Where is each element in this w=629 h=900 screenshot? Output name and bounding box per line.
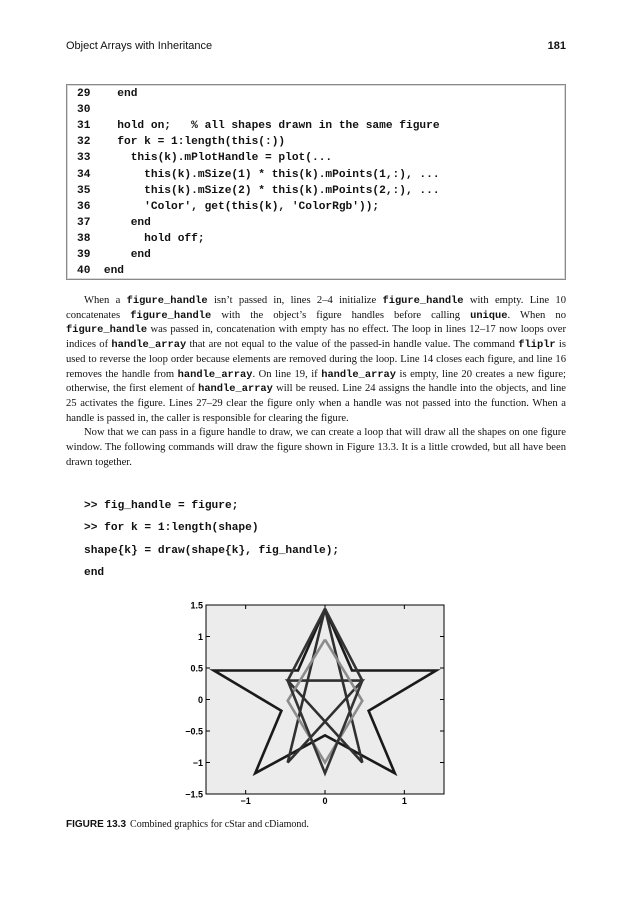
inline-code: fliplr xyxy=(518,339,556,352)
body-text xyxy=(66,294,566,470)
line-number: 33 xyxy=(77,152,91,165)
chapter-title: Object Arrays with Inheritance xyxy=(66,40,213,52)
command-line: >> fig_handle = figure; xyxy=(84,500,239,512)
text-run: . On line 19, if xyxy=(252,368,322,380)
plot-area xyxy=(206,605,444,794)
line-number: 38 xyxy=(77,232,91,245)
caption-label: FIGURE 13.3 xyxy=(66,819,127,830)
code-text: end xyxy=(90,265,125,278)
text-run: isn’t passed in, lines 2–4 initialize xyxy=(207,295,383,306)
text-run: is used to reverse the loop order because elements are removed during the loop. Line 14 closes each figure, and line 16 removes the handle from xyxy=(66,339,567,380)
figure-chart xyxy=(168,597,468,807)
code-line xyxy=(77,88,137,104)
line-number: 40 xyxy=(77,265,91,278)
inline-code: handle_array xyxy=(177,368,253,381)
line-number: 37 xyxy=(77,216,91,229)
code-text: hold off; xyxy=(90,232,205,245)
x-tick-label: 0 xyxy=(322,796,328,806)
code-text: 'Color', get(this(k), 'ColorRgb')); xyxy=(90,200,380,213)
line-number: 35 xyxy=(77,184,91,197)
code-text: this(k).mSize(1) * this(k).mPoints(1,:), ... xyxy=(90,168,440,181)
line-number: 39 xyxy=(77,249,91,261)
code-text: end xyxy=(90,249,151,261)
inline-code: figure_handle xyxy=(130,309,212,322)
line-number: 34 xyxy=(77,168,91,181)
inline-code: handle_array xyxy=(198,383,273,396)
y-tick-label: 0.5 xyxy=(190,663,203,674)
inline-code: figure_handle xyxy=(66,324,148,337)
line-number: 29 xyxy=(77,88,91,100)
code-line xyxy=(77,233,205,249)
inline-code: unique xyxy=(470,309,508,322)
code-line xyxy=(77,249,151,265)
y-tick-label: −1.5 xyxy=(185,789,203,800)
text-run: When a xyxy=(84,295,127,306)
y-tick-label: −0.5 xyxy=(185,726,203,737)
code-listing xyxy=(66,84,566,280)
text-run: is empty, line 20 creates a new figure; otherwise, the first element of xyxy=(66,368,567,395)
code-line xyxy=(77,265,124,281)
text-run: . When no xyxy=(507,309,566,321)
code-line xyxy=(77,217,151,233)
text-run: was passed in, concatenation with empty has no effect. The loop in lines 12–17 now loops over indices of xyxy=(66,324,566,351)
figure-caption xyxy=(66,819,309,830)
text-run: Now that we can pass in a figure handle to draw, we can create a loop that will draw all the shapes on one figure window. The following commands will draw the figure shown in Figure 13.3. It is a little crowded, but all have been drawn together. xyxy=(66,427,566,468)
text-run: with empty. Line 10 concatenates xyxy=(66,295,566,321)
paragraph xyxy=(66,426,566,470)
command-line: >> for k = 1:length(shape) xyxy=(84,522,259,534)
command-line: end xyxy=(84,567,105,579)
y-tick-label: 1.5 xyxy=(190,600,203,611)
inline-code: figure_handle xyxy=(126,295,208,307)
code-line xyxy=(77,201,379,217)
code-line xyxy=(77,120,440,136)
text-run: will be reused. Line 24 assigns the handle into the objects, and line 25 activates the figure. Lines 27–29 clear the figure only when a handle was not passed into the function. When a handle is passed in, the caller is responsible for clearing the figure. xyxy=(66,383,567,424)
text-run: that are not equal to the value of the passed-in handle value. The command xyxy=(186,339,519,351)
code-line xyxy=(77,152,332,168)
code-line xyxy=(77,104,90,120)
inline-code: handle_array xyxy=(111,339,187,352)
code-line xyxy=(77,136,285,152)
inline-code: handle_array xyxy=(321,368,397,381)
command-line: shape{k} = draw(shape{k}, fig_handle); xyxy=(84,545,340,557)
code-text: this(k).mSize(2) * this(k).mPoints(2,:), ... xyxy=(90,184,440,197)
y-tick-label: 1 xyxy=(197,632,203,642)
line-number: 30 xyxy=(77,104,91,117)
inline-code: figure_handle xyxy=(382,295,464,307)
code-text: end xyxy=(90,216,151,229)
paragraph xyxy=(66,294,566,426)
running-head xyxy=(66,40,566,52)
line-number: 31 xyxy=(77,120,91,133)
line-number: 32 xyxy=(77,136,91,149)
line-number: 36 xyxy=(77,200,91,213)
y-tick-label: −1 xyxy=(192,758,203,768)
y-tick-label: 0 xyxy=(197,695,203,705)
code-text: for k = 1:length(this(:)) xyxy=(90,136,286,149)
page-number: 181 xyxy=(547,40,566,52)
code-text: end xyxy=(90,88,138,100)
x-tick-label: 1 xyxy=(401,796,407,806)
caption-text: Combined graphics for cStar and cDiamond. xyxy=(130,819,309,830)
code-text: this(k).mPlotHandle = plot(... xyxy=(90,152,333,165)
x-tick-label: −1 xyxy=(240,796,251,806)
code-line xyxy=(77,169,440,185)
code-line xyxy=(77,185,440,201)
text-run: with the object’s figure handles before calling xyxy=(211,309,471,321)
code-text: hold on; % all shapes drawn in the same figure xyxy=(90,120,440,133)
